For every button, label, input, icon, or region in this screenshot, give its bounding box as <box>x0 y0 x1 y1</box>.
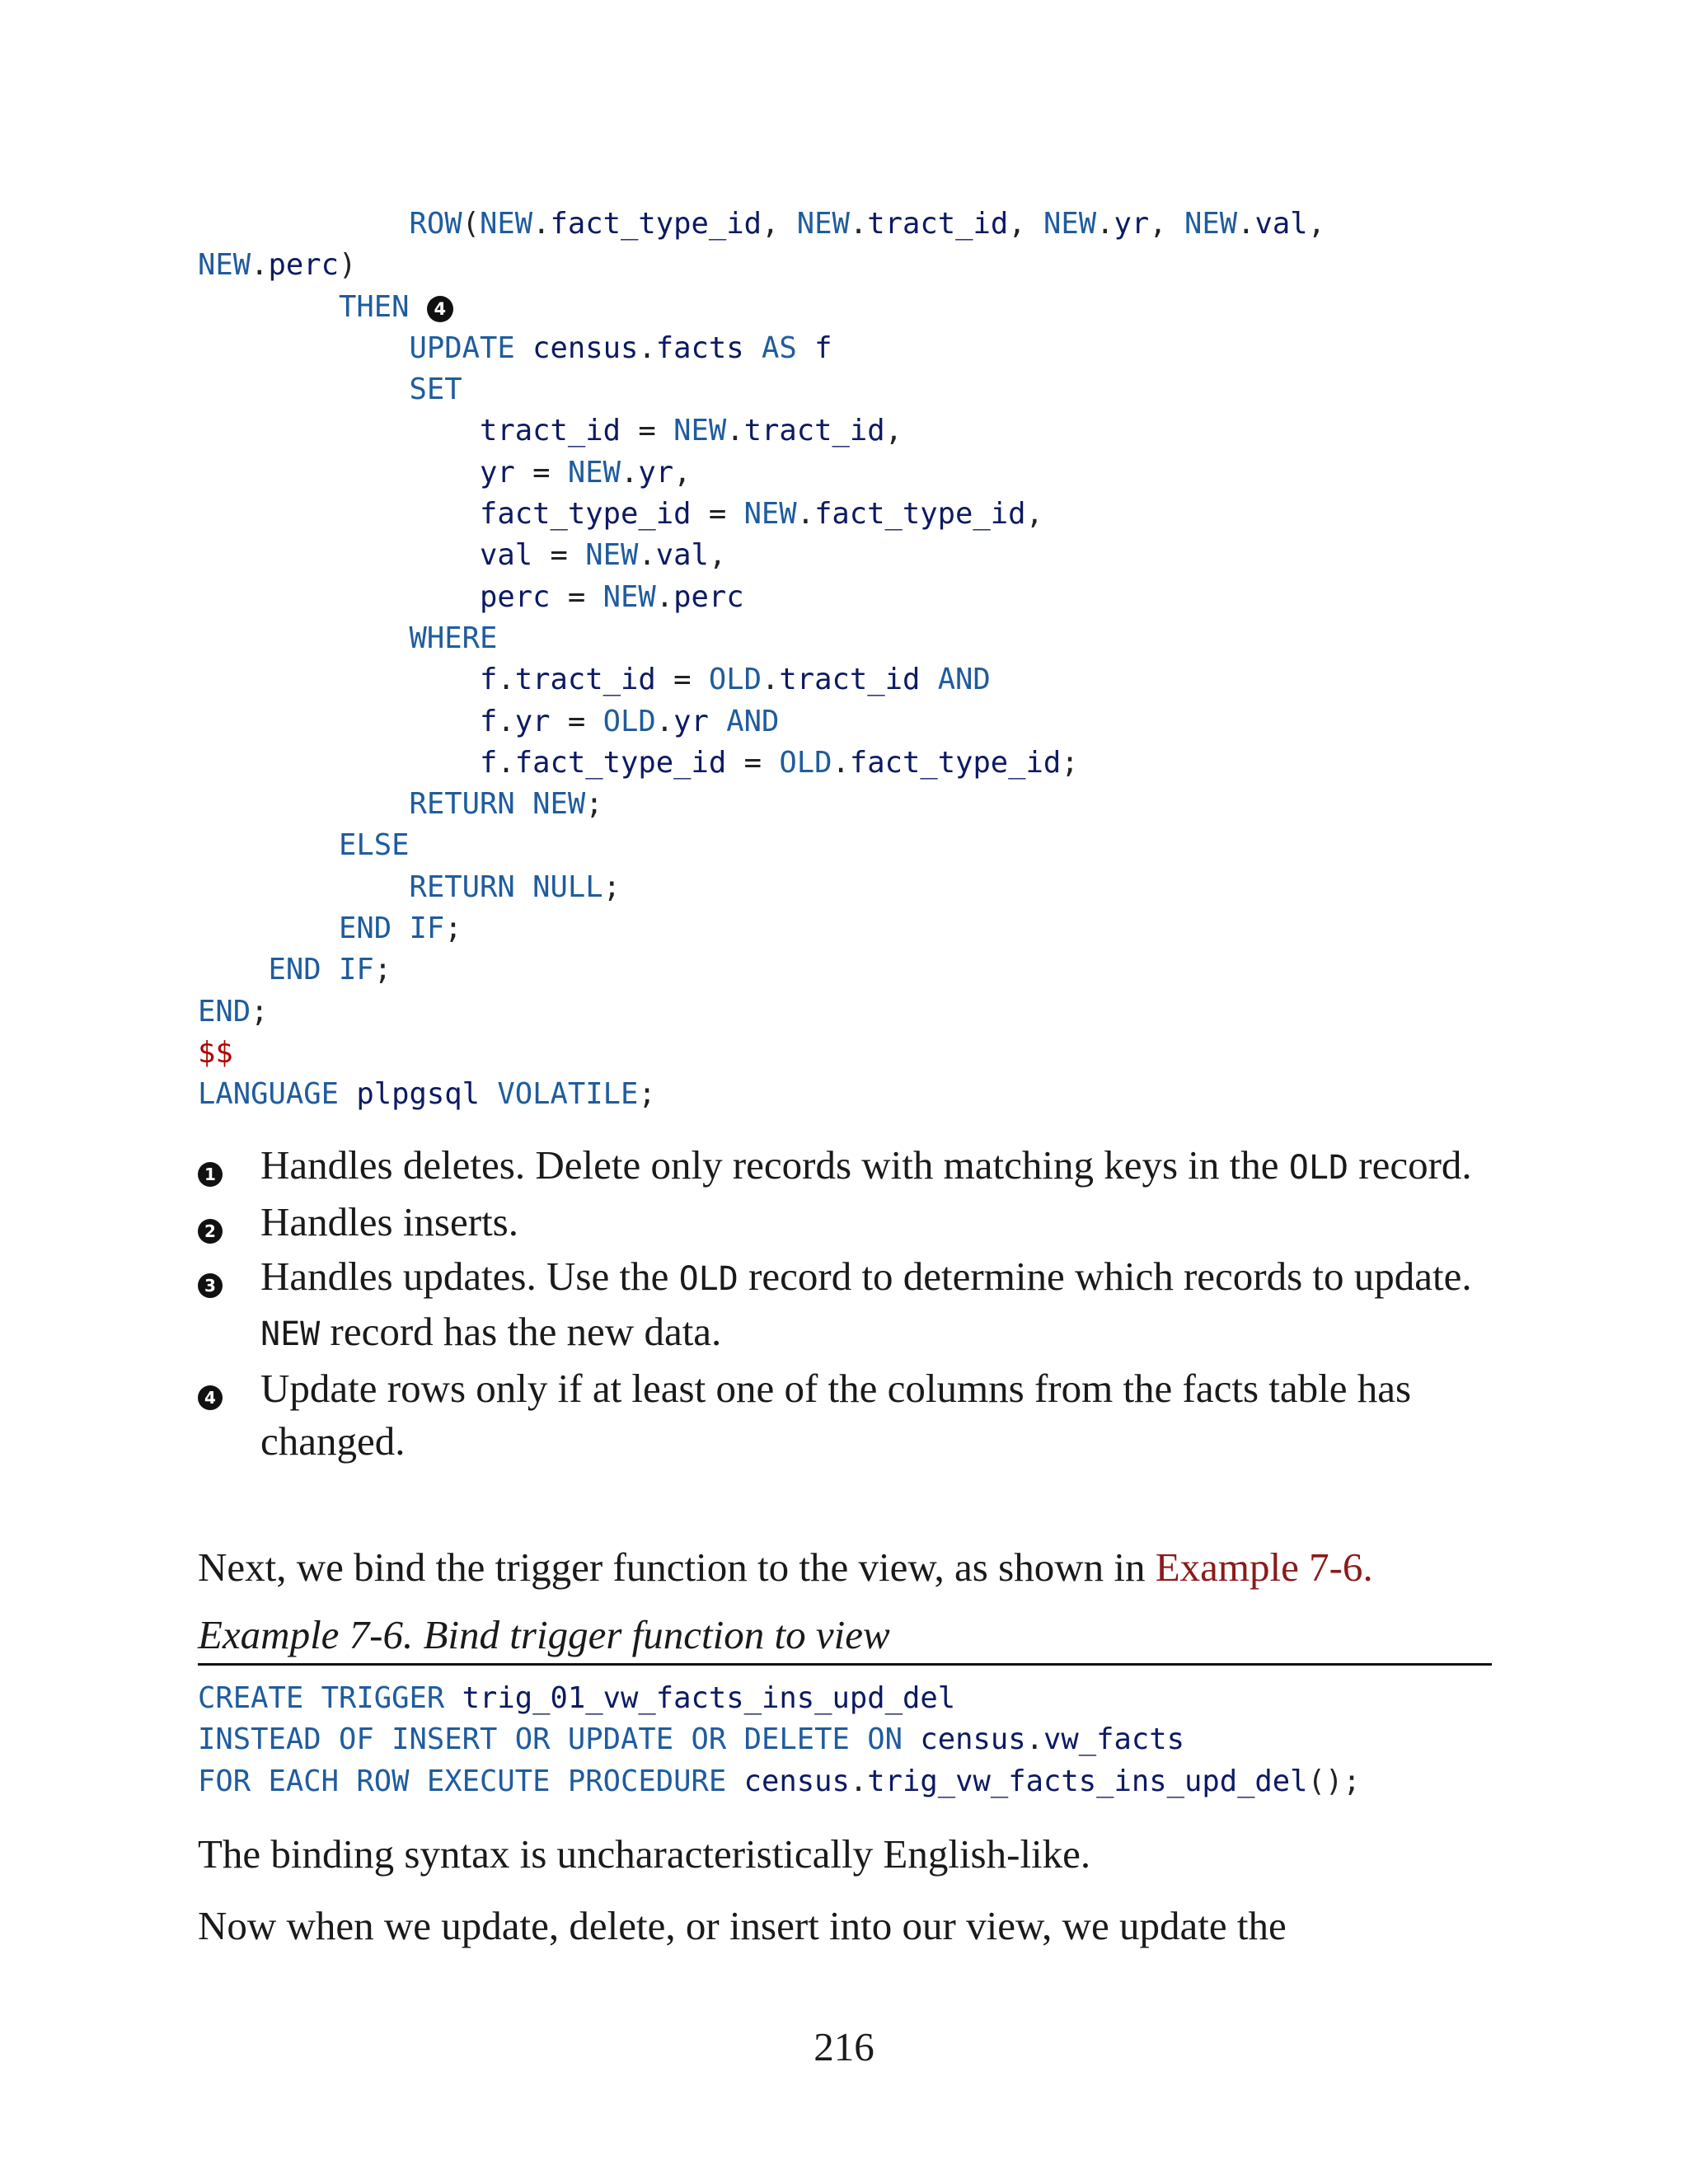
callout-2: 2 Handles inserts. <box>198 1196 1492 1249</box>
example-caption: Example 7-6. Bind trigger function to view <box>198 1609 1492 1666</box>
code-line: CREATE TRIGGER trig_01_vw_facts_ins_upd_del <box>198 1681 956 1715</box>
code-block-create-trigger <box>198 1678 1361 1802</box>
code-line: SET <box>409 373 462 407</box>
inline-code-new: NEW <box>260 1315 321 1353</box>
code-line: ROW(NEW.fact_type_id, NEW.tract_id, NEW.yr, NEW.val, <box>409 207 1325 241</box>
code-line: UPDATE census.facts AS f <box>409 330 832 365</box>
callout-number-1-icon: 1 <box>198 1162 223 1187</box>
code-line: f.yr = OLD.yr AND <box>198 704 780 738</box>
example-7-6-link[interactable]: Example 7-6 <box>1155 1544 1363 1590</box>
code-line: $$ <box>198 1035 233 1070</box>
callout-3: 3 Handles updates. Use the OLD record to determine which records to update. NEW record has the new data. <box>198 1250 1492 1361</box>
code-line: perc = NEW.perc <box>198 579 744 614</box>
callout-4: 4 Update rows only if at least one of the columns from the facts table has changed. <box>198 1362 1492 1468</box>
code-line: yr = NEW.yr, <box>198 455 692 490</box>
code-line: tract_id = NEW.tract_id, <box>198 414 903 448</box>
callout-number-2-icon: 2 <box>198 1219 223 1244</box>
code-block-trigger-function <box>198 204 1325 1116</box>
code-line: RETURN NULL; <box>409 869 621 904</box>
code-line: THEN 4 <box>198 290 453 324</box>
paragraph-bind-trigger: Next, we bind the trigger function to the view, as shown in Example 7-6. <box>198 1544 1373 1590</box>
code-line: END IF; <box>338 912 462 946</box>
callout-number-3-icon: 3 <box>198 1273 223 1298</box>
callout-number-4-icon: 4 <box>198 1385 223 1410</box>
code-line: END; <box>198 994 269 1029</box>
code-line: END IF; <box>268 953 392 987</box>
inline-code-old: OLD <box>1288 1149 1349 1187</box>
callout-list <box>198 1139 1492 1469</box>
code-line: INSTEAD OF INSERT OR UPDATE OR DELETE ON census.vw_facts <box>198 1722 1184 1757</box>
paragraph-binding-syntax: The binding syntax is uncharacteristically English-like. <box>198 1831 1091 1877</box>
inline-code-old: OLD <box>678 1260 738 1298</box>
code-line: LANGUAGE plpgsql VOLATILE; <box>198 1077 656 1112</box>
code-line: fact_type_id = NEW.fact_type_id, <box>198 497 1043 532</box>
page-number: 216 <box>814 2024 874 2069</box>
code-line: f.tract_id = OLD.tract_id AND <box>198 663 991 697</box>
code-line: ELSE <box>338 828 410 863</box>
code-line: NEW.perc) <box>198 248 357 283</box>
paragraph-now-when: Now when we update, delete, or insert into our view, we update the <box>198 1903 1287 1948</box>
code-line: RETURN NEW; <box>409 787 603 822</box>
code-line: WHERE <box>409 621 498 655</box>
code-line: val = NEW.val, <box>198 538 727 573</box>
callout-1: 1 Handles deletes. Delete only records with matching keys in the OLD record. <box>198 1139 1492 1194</box>
code-line: FOR EACH ROW EXECUTE PROCEDURE census.trig_vw_facts_ins_upd_del(); <box>198 1764 1361 1798</box>
callout-marker-4-icon: 4 <box>427 296 453 322</box>
code-line: f.fact_type_id = OLD.fact_type_id; <box>198 745 1079 780</box>
